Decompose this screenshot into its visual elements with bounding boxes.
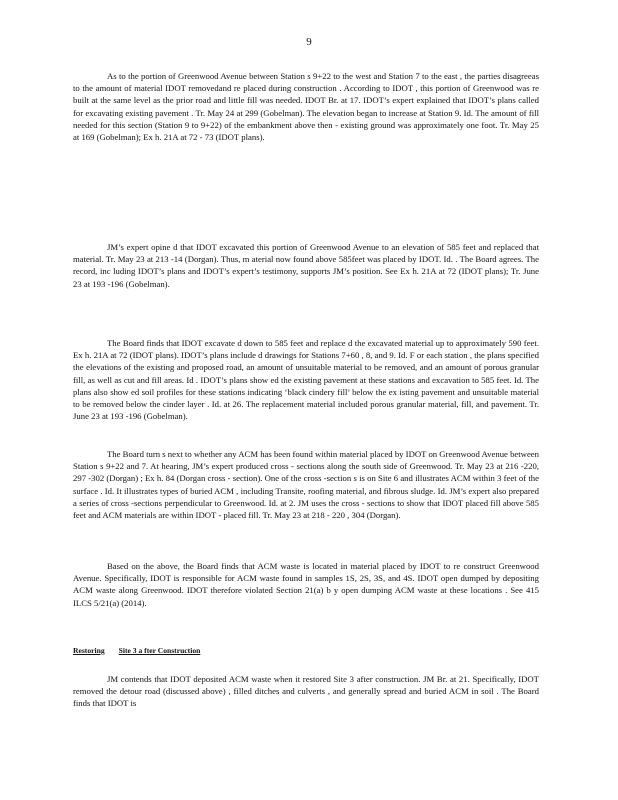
paragraph-6: JM contends that IDOT deposited ACM waste when it restored Site 3 after construction. JM Br. at 21. Specifically, IDOT removed the detour road (discussed above) , filled ditches and culverts , and generally spread and buried ACM in soil . The Board finds that IDOT is: [73, 674, 539, 709]
paragraph-5: Based on the above, the Board finds that ACM waste is located in material placed by IDOT to re construct Greenwood Avenue. Specifically, IDOT is responsible for ACM waste found in samples 1S, 2S, 3S, and 4S. IDOT open dumped by depositing ACM waste along Greenwood. IDOT therefore violated Section 21(a) b y open dumping ACM waste at these locations . See 415 ILCS 5/21(a) (2014).: [73, 561, 539, 608]
paragraph-3: The Board finds that IDOT excavate d down to 585 feet and replace d the excavated material up to approximately 590 feet. Ex h. 21A at 72 (IDOT plans). IDOT’s plans include d drawings for Stations 7+60 , 8, and 9. Id. F or each station , the plans specified the elevations of the existing and proposed road, an amount of unsuitable material to be removed, and an amount of porous granular fill, as well as cut and fill areas. Id . IDOT’s plans show ed the existing pavement at these stations and excavation to 585 feet. Id. The plans also show ed soil profiles for these stations indicating ‘black cindery fill’ below the ex isting pavement and unsuitable material to be removed below the cinder layer . Id. at 26. The replacement material included porous granular material, fill, and pavement. Tr. June 23 at 193 -196 (Gobelman).: [73, 338, 539, 422]
page-number: 9: [306, 36, 312, 48]
paragraph-4: The Board turn s next to whether any ACM has been found within material placed by IDOT on Greenwood Avenue between Station s 9+22 and 7. At hearing, JM’s expert produced cross - sections along the south side of Greenwood. Tr. May 23 at 216 -220, 297 -302 (Dorgan) ; Ex h. 84 (Dorgan cross - section). One of the cross -section s is on Site 6 and illustrates ACM within 3 feet of the surface . Id. It illustrates types of buried ACM , including Transite, roofing material, and fibrous sludge. Id. JM’s expert also prepared a series of cross -sections perpendicular to Greenwood. Id. at 2. JM uses the cross - sections to show that IDOT placed fill above 585 feet and ACM materials are within IDOT - placed fill. Tr. May 23 at 218 - 220 , 304 (Dorgan).: [73, 449, 540, 521]
section-heading-part1: Restoring: [73, 646, 105, 655]
section-heading: [73, 646, 200, 655]
section-heading-part2: Site 3 a fter Construction: [118, 646, 201, 655]
paragraph-2: JM’s expert opine d that IDOT excavated this portion of Greenwood Avenue to an elevation of 585 feet and replaced that material. Tr. May 23 at 213 -14 (Dorgan). Thus, m aterial now found above 585feet was placed by IDOT. Id. . The Board agrees. The record, inc luding IDOT’s plans and IDOT’s expert’s testimony, supports JM’s position. See Ex h. 21A at 72 (IDOT plans); Tr. June 23 at 193 -196 (Gobelman).: [73, 242, 539, 289]
paragraph-1: As to the portion of Greenwood Avenue between Station s 9+22 to the west and Station 7 to the east , the parties disagreeas to the amount of material IDOT removedand re placed during construction . According to IDOT , this portion of Greenwood was re built at the same level as the prior road and little fill was needed. IDOT Br. at 17. IDOT’s expert explained that IDOT’s plans called for excavating existing pavement . Tr. May 24 at 299 (Gobelman). The elevation began to increase at Station 9. Id. The amount of fill needed for this section (Station 9 to 9+22) of the embankment above then - existing ground was approximately one foot. Tr. May 25 at 169 (Gobelman); Ex h. 21A at 72 - 73 (IDOT plans).: [73, 71, 539, 143]
